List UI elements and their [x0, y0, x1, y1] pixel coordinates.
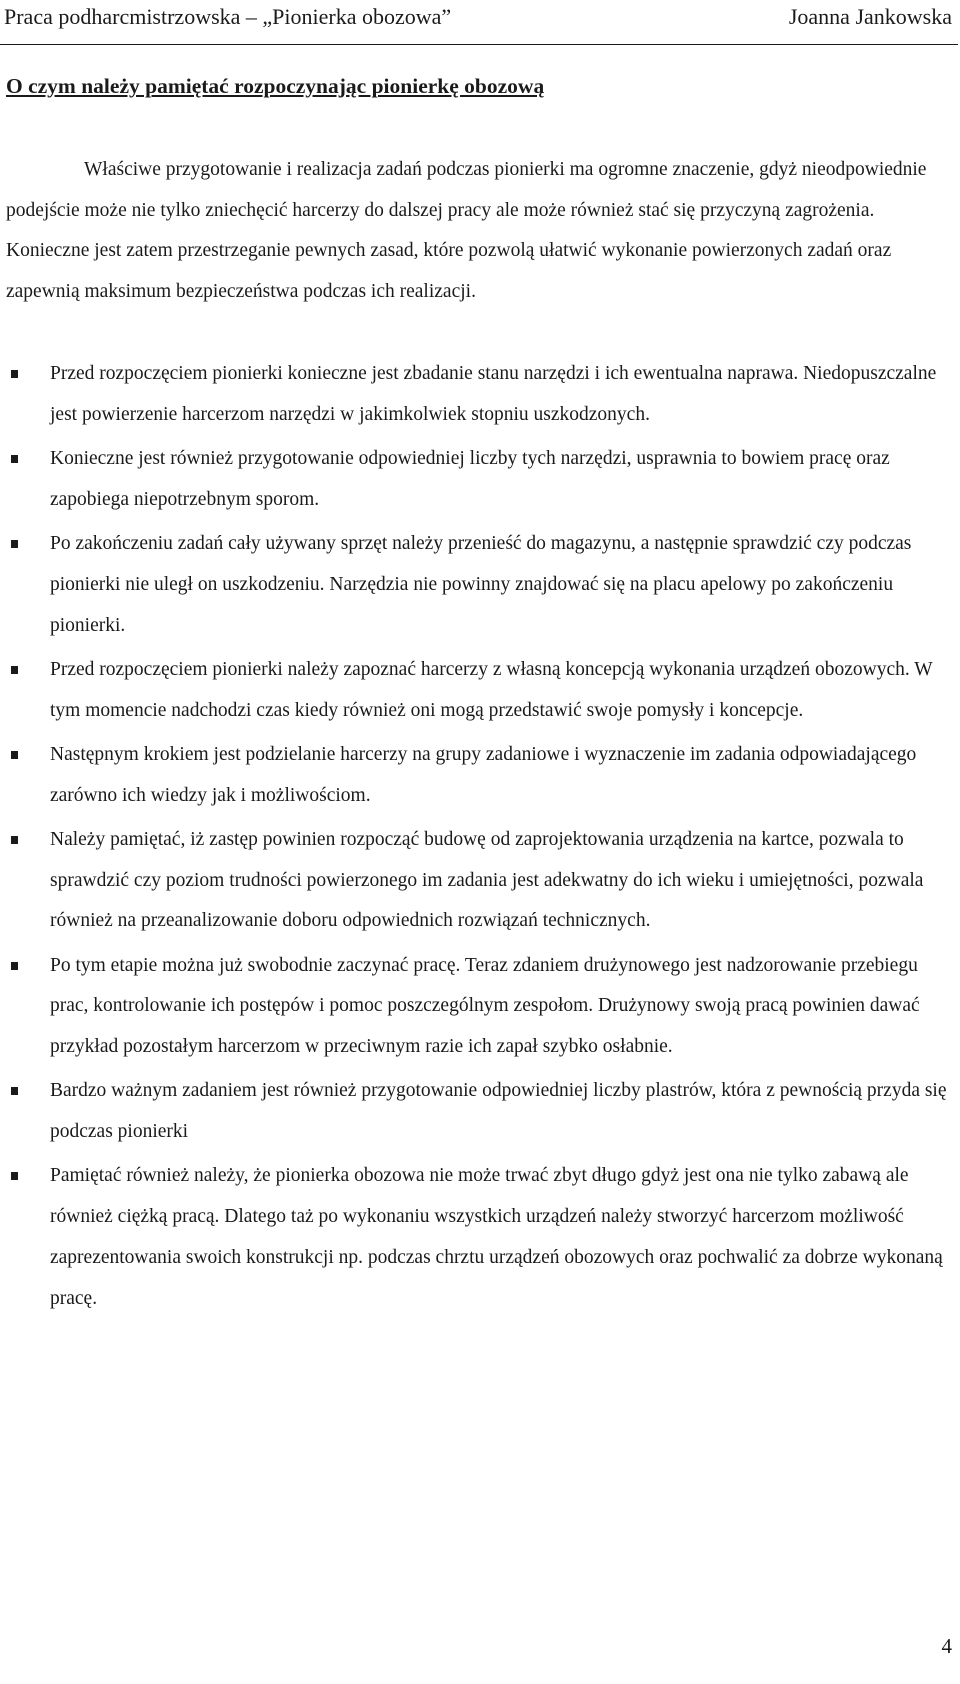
square-bullet-icon [11, 751, 18, 759]
list-item-text: Należy pamiętać, iż zastęp powinien rozpocząć budowę od zaprojektowania urządzenia na kartce, pozwala to sprawdzić czy poziom trudności powierzonego im zadania jest adekwatny do ich wieku i umiejętności, pozwala również na przeanalizowanie doboru odpowiednich rozwiązań technicznych. [50, 828, 924, 932]
list-item-text: Pamiętać również należy, że pionierka obozowa nie może trwać zbyt długo gdyż jest ona nie tylko zabawą ale również ciężką pracą. Dlatego taż po wykonaniu wszystkich urządzeń należy stworzyć harcerzom możliwość zaprezentowania swoich konstrukcji np. podczas chrztu urządzeń obozowych oraz pochwalić za dobrze wykonaną pracę. [50, 1165, 943, 1309]
list-item [0, 650, 950, 732]
list-item [0, 1071, 950, 1153]
header-document-title: Praca podharcmistrzowska – „Pionierka obozowa” [4, 4, 452, 29]
list-item-text: Bardzo ważnym zadaniem jest również przygotowanie odpowiedniej liczby plastrów, która z pewnością przyda się podczas pionierki [50, 1080, 947, 1143]
square-bullet-icon [11, 962, 18, 970]
header-author: Joanna Jankowska [788, 4, 952, 29]
list-item [0, 439, 950, 521]
list-item [0, 524, 950, 646]
list-item [0, 820, 950, 942]
square-bullet-icon [11, 540, 18, 548]
section-title: O czym należy pamiętać rozpoczynając pionierkę obozową [6, 74, 545, 98]
bullet-list [0, 354, 950, 1323]
square-bullet-icon [11, 1087, 18, 1095]
list-item-text: Po tym etapie można już swobodnie zaczynać pracę. Teraz zdaniem drużynowego jest nadzorowanie przebiegu prac, kontrolowanie ich postępów i pomoc poszczególnym zespołom. Drużynowy swoją pracą powinien dawać przykład pozostałym harcerzom w przeciwnym razie ich zapał szybko osłabnie. [50, 954, 920, 1058]
intro-paragraph: Właściwe przygotowanie i realizacja zadań podczas pionierki ma ogromne znaczenie, gdyż nieodpowiednie podejście może nie tylko zniechęcić harcerzy do dalszej pracy ale może również stać się przyczyną zagrożenia. Konieczne jest zatem przestrzeganie pewnych zasad, które pozwolą ułatwić wykonanie powierzonych zadań oraz zapewnią maksimum bezpieczeństwa podczas ich realizacji. [6, 159, 927, 302]
list-item-text: Przed rozpoczęciem pionierki konieczne jest zbadanie stanu narzędzi i ich ewentualna naprawa. Niedopuszczalne jest powierzenie harcerzom narzędzi w jakimkolwiek stopniu uszkodzonych. [50, 363, 937, 425]
square-bullet-icon [11, 666, 18, 674]
list-item [0, 354, 950, 436]
square-bullet-icon [11, 836, 18, 844]
list-item-text: Przed rozpoczęciem pionierki należy zapoznać harcerzy z własną koncepcją wykonania urządzeń obozowych. W tym momencie nadchodzi czas kiedy również oni mogą przedstawić swoje pomysły i koncepcje. [50, 658, 933, 721]
list-item-text: Konieczne jest również przygotowanie odpowiedniej liczby tych narzędzi, usprawnia to bowiem pracę oraz zapobiega niepotrzebnym sporom. [50, 447, 890, 510]
page-number: 4 [941, 1634, 952, 1658]
list-item [0, 735, 950, 817]
list-item [0, 946, 950, 1068]
list-item-text: Po zakończeniu zadań cały używany sprzęt należy przenieść do magazynu, a następnie sprawdzić czy podczas pionierki nie uległ on uszkodzeniu. Narzędzia nie powinny znajdować się na placu apelowy po zakończeniu pionierki. [50, 532, 912, 636]
square-bullet-icon [11, 1172, 18, 1180]
list-item-text: Następnym krokiem jest podzielanie harcerzy na grupy zadaniowe i wyznaczenie im zadania odpowiadającego zarówno ich wiedzy jak i możliwościom. [50, 743, 917, 806]
list-item [0, 1156, 950, 1319]
square-bullet-icon [11, 455, 18, 463]
square-bullet-icon [11, 370, 18, 378]
page-header [0, 0, 958, 45]
